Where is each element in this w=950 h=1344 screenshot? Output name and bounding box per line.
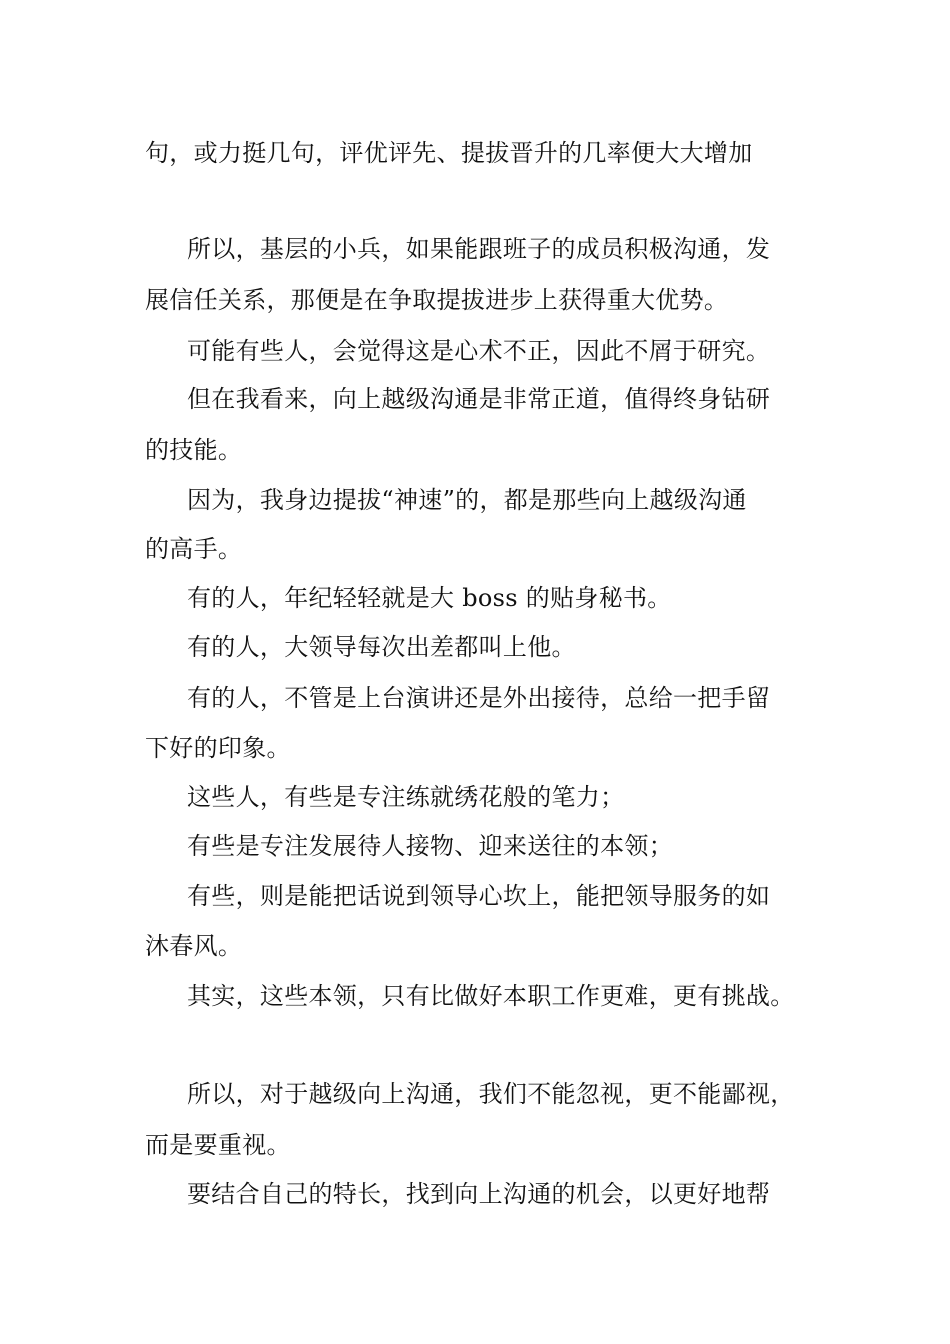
text-line: 有的人，年纪轻轻就是大 boss 的贴身秘书。	[187, 584, 672, 612]
text-line: 可能有些人，会觉得这是心术不正，因此不屑于研究。	[187, 337, 771, 365]
text-line: 所以，对于越级向上沟通，我们不能忽视，更不能鄙视，	[187, 1080, 795, 1108]
text-line: 所以，基层的小兵，如果能跟班子的成员积极沟通，发	[187, 235, 771, 263]
text-line: 句，或力挺几句，评优评先、提拔晋升的几率便大大增加	[145, 139, 753, 167]
text-line: 而是要重视。	[145, 1131, 291, 1159]
text-line: 展信任关系，那便是在争取提拔进步上获得重大优势。	[145, 286, 729, 314]
text-line: 有些，则是能把话说到领导心坎上，能把领导服务的如	[187, 882, 771, 910]
text-line: 的技能。	[145, 436, 243, 464]
text-line: 要结合自己的特长，找到向上沟通的机会，以更好地帮	[187, 1180, 771, 1208]
text-line: 下好的印象。	[145, 734, 291, 762]
text-line: 沐春风。	[145, 932, 243, 960]
text-line: 但在我看来，向上越级沟通是非常正道，值得终身钻研	[187, 385, 771, 413]
text-line: 因为，我身边提拔“神速”的，都是那些向上越级沟通	[187, 486, 747, 514]
text-line: 其实，这些本领，只有比做好本职工作更难，更有挑战。	[187, 982, 795, 1010]
text-line: 有的人，大领导每次出差都叫上他。	[187, 633, 576, 661]
text-line: 有的人，不管是上台演讲还是外出接待，总给一把手留	[187, 684, 771, 712]
text-line: 有些是专注发展待人接物、迎来送往的本领；	[187, 832, 673, 860]
text-line: 的高手。	[145, 535, 243, 563]
text-line: 这些人，有些是专注练就绣花般的笔力；	[187, 783, 625, 811]
